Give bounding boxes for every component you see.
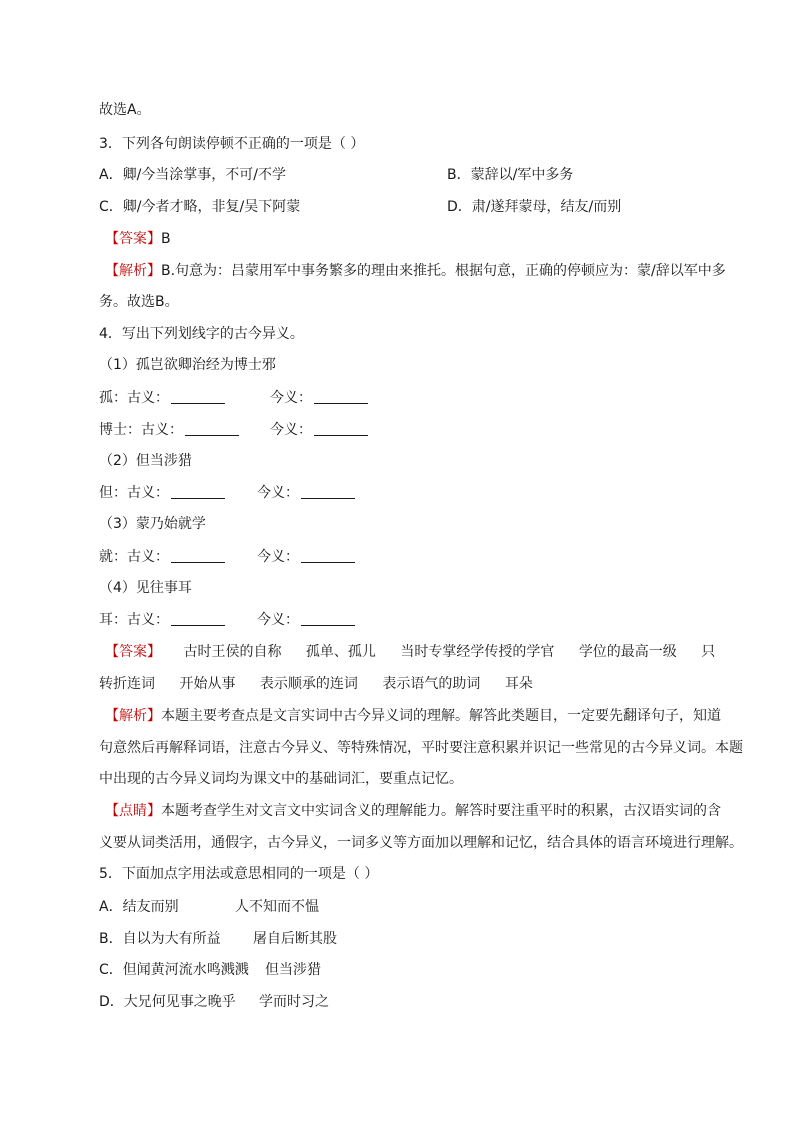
answer-blank bbox=[171, 389, 225, 404]
question-4-tip-line-2: 义要从词类活用，通假字，古今异义，一词多义等方面加以理解和记忆，结合具体的语言环境进行理解。 bbox=[99, 835, 743, 851]
question-4-explanation-line-1 bbox=[105, 706, 721, 726]
modern-meaning bbox=[257, 610, 355, 630]
question-3-explanation-line-1 bbox=[105, 261, 726, 281]
question-4-explanation-line-2: 句意然后再解释词语，注意古今异义、等特殊情况，平时要注意积累并识记一些常见的古今异义词。本题 bbox=[99, 740, 743, 756]
question-5-stem: 5．下面加点字用法或意思相同的一项是（ ） bbox=[99, 866, 379, 882]
modern-meaning bbox=[257, 483, 355, 503]
word-row-boshi bbox=[99, 420, 312, 440]
answer-blank bbox=[301, 484, 355, 499]
tip-tag: 【点睛】 bbox=[105, 803, 161, 819]
explanation-tag: 【解析】 bbox=[105, 263, 161, 279]
question-5-option-d bbox=[99, 992, 329, 1012]
question-4-answer-line-2 bbox=[99, 674, 533, 694]
answer-item: 当时专掌经学传授的学官 bbox=[400, 644, 555, 660]
option-right: 但当涉猎 bbox=[265, 962, 321, 978]
answer-blank bbox=[171, 611, 225, 626]
tip-text: 本题考查学生对文言文中实词含义的理解能力。解答时要注重平时的积累，古汉语实词的含 bbox=[161, 803, 721, 819]
word-row-jiu bbox=[99, 547, 299, 567]
answer-blank bbox=[314, 421, 368, 436]
question-5-option-b bbox=[99, 929, 337, 949]
question-4-tip-line-1 bbox=[105, 801, 721, 821]
word-label: 但：古义： bbox=[99, 485, 169, 501]
answer-blank bbox=[171, 548, 225, 563]
explanation-text: 本题主要考查点是文言实词中古今异义词的理解。解答此类题目，一定要先翻译句子，知道 bbox=[161, 708, 721, 724]
answer-item: 古时王侯的自称 bbox=[183, 644, 282, 660]
answer-item: 表示语气的助词 bbox=[382, 676, 481, 692]
option-b: B．蒙辞以/军中多务 bbox=[447, 167, 574, 183]
modern-label: 今义： bbox=[270, 390, 312, 406]
option-right: 屠自后断其股 bbox=[253, 931, 337, 947]
answer-item: 开始从事 bbox=[179, 676, 236, 692]
option-a: A．卿/今当涂掌事，不可/不学 bbox=[99, 167, 287, 183]
word-label: 就：古义： bbox=[99, 549, 169, 565]
modern-meaning bbox=[270, 420, 368, 440]
word-label: 耳：古义： bbox=[99, 612, 169, 628]
answer-item: 耳朵 bbox=[504, 676, 533, 692]
question-3-explanation-line-2: 务。故选B。 bbox=[99, 294, 179, 310]
question-4-item-4: （4）见往事耳 bbox=[99, 580, 192, 596]
answer-blank bbox=[171, 484, 225, 499]
option-c: C．卿/今者才略，非复/吴下阿蒙 bbox=[99, 199, 301, 215]
question-4-answer-line-1 bbox=[105, 642, 715, 662]
question-4-stem: 4．写出下列划线字的古今异义。 bbox=[99, 326, 304, 342]
answer-value: B bbox=[161, 231, 171, 247]
question-4-item-3: （3）蒙乃始就学 bbox=[99, 516, 206, 532]
word-row-dan bbox=[99, 483, 299, 503]
word-row-er bbox=[99, 610, 299, 630]
modern-label: 今义： bbox=[257, 485, 299, 501]
answer-item: 孤单、孤儿 bbox=[305, 644, 376, 660]
question-4-item-2: （2）但当涉猎 bbox=[99, 453, 192, 469]
explanation-tag: 【解析】 bbox=[105, 708, 161, 724]
modern-meaning bbox=[257, 547, 355, 567]
word-label: 博士：古义： bbox=[99, 422, 183, 438]
answer-blank bbox=[301, 611, 355, 626]
modern-meaning bbox=[270, 388, 368, 408]
explanation-text: B.句意为：吕蒙用军中事务繁多的理由来推托。根据句意，正确的停顿应为：蒙/辞以军中多 bbox=[161, 263, 726, 279]
modern-label: 今义： bbox=[257, 612, 299, 628]
option-right: 人不知而不愠 bbox=[235, 899, 319, 915]
question-4-item-1 bbox=[99, 355, 276, 375]
answer-item: 只 bbox=[701, 644, 716, 660]
modern-label: 今义： bbox=[257, 549, 299, 565]
answer-blank bbox=[185, 421, 239, 436]
option-left: D．大兄何见事之晚乎 bbox=[99, 994, 236, 1010]
question-3-options-row-2 bbox=[99, 197, 622, 217]
modern-label: 今义： bbox=[270, 422, 312, 438]
text-line: 故选A。 bbox=[99, 102, 151, 118]
answer-item: 学位的最高一级 bbox=[578, 644, 677, 660]
question-5-option-c bbox=[99, 960, 321, 980]
question-3-stem: 3．下列各句朗读停顿不正确的一项是（ ） bbox=[99, 136, 365, 152]
question-5-option-a bbox=[99, 897, 319, 917]
answer-tag: 【答案】 bbox=[105, 231, 161, 247]
answer-tag: 【答案】 bbox=[105, 644, 161, 660]
word-label: 孤：古义： bbox=[99, 390, 169, 406]
option-left: C．但闻黄河流水鸣溅溅 bbox=[99, 962, 249, 978]
option-left: A．结友而别 bbox=[99, 899, 179, 915]
word-row-gu bbox=[99, 388, 312, 408]
option-d: D．肃/遂拜蒙母，结友/而别 bbox=[447, 199, 622, 215]
option-right: 学而时习之 bbox=[259, 994, 329, 1010]
option-left: B．自以为大有所益 bbox=[99, 931, 221, 947]
answer-item: 表示顺承的连词 bbox=[259, 676, 358, 692]
question-4-explanation-line-3: 中出现的古今异义词均为课文中的基础词汇，要重点记忆。 bbox=[99, 771, 463, 787]
answer-blank bbox=[314, 389, 368, 404]
answer-blank bbox=[301, 548, 355, 563]
question-3-options-row-1 bbox=[99, 165, 574, 185]
question-3-answer bbox=[105, 229, 171, 249]
answer-item: 转折连词 bbox=[99, 676, 155, 692]
item-text: （1）孤岂欲卿治经为博士邪 bbox=[99, 357, 276, 373]
